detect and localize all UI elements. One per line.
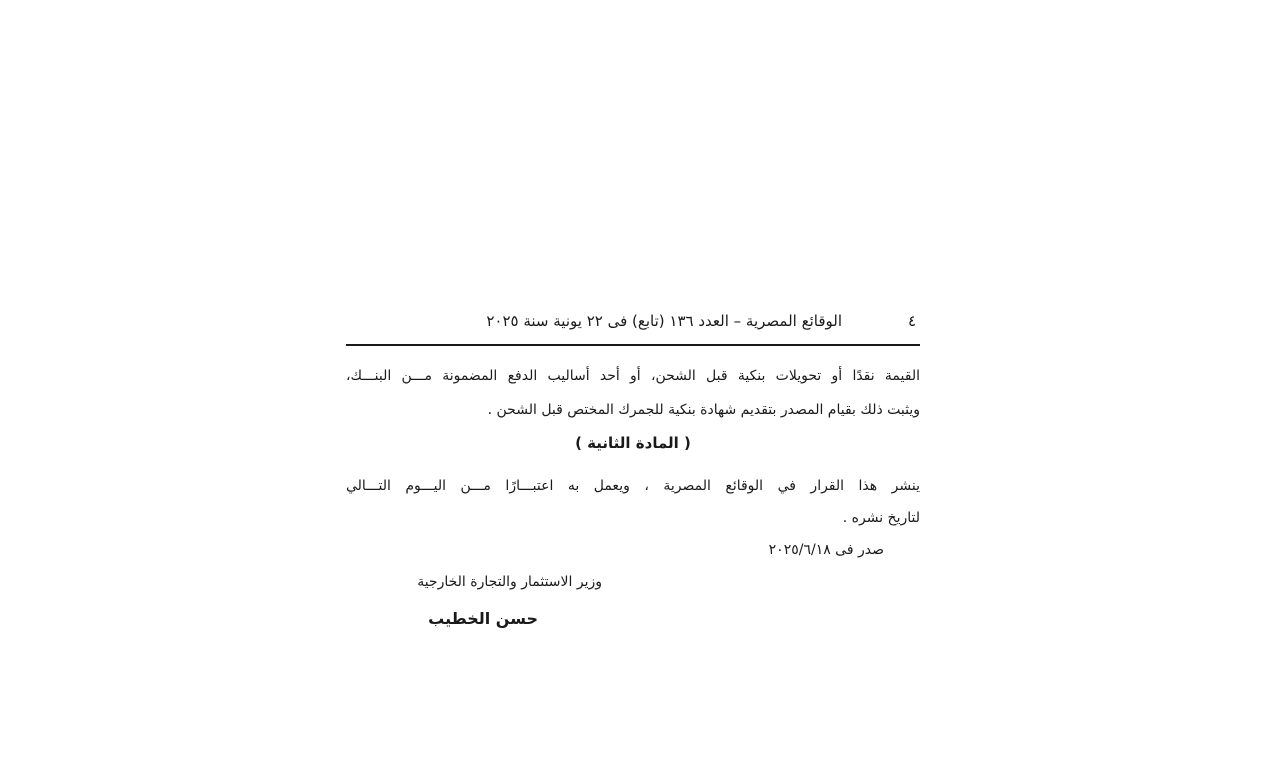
paragraph-line: القيمة نقدًا أو تحويلات بنكية قبل الشحن، أو أحد أساليب الدفع المضمونة مـــن البنـــك،: [346, 368, 920, 384]
page-header: [346, 310, 920, 332]
header-divider: [346, 344, 920, 346]
article-heading: ( المادة الثانية ): [575, 434, 691, 452]
page-number: ٤: [907, 312, 916, 330]
signature-name: حسن الخطيب: [428, 609, 538, 628]
issue-title: الوقائع المصرية – العدد ١٣٦ (تابع) فى ٢٢ يونية سنة ٢٠٢٥: [486, 312, 842, 330]
paragraph-line: لتاريخ نشره .: [842, 510, 920, 526]
issued-date: صدر فى ٢٠٢٥/٦/١٨: [768, 542, 884, 558]
minister-title: وزير الاستثمار والتجارة الخارجية: [417, 574, 602, 590]
paragraph-line: ويثبت ذلك بقيام المصدر بتقديم شهادة بنكية للجمرك المختص قبل الشحن .: [487, 402, 920, 418]
paragraph-line: ينشر هذا القرار في الوقائع المصرية ، ويعمل به اعتبـــارًا مـــن اليـــوم التـــالي: [346, 478, 920, 494]
gazette-page: [346, 300, 920, 640]
